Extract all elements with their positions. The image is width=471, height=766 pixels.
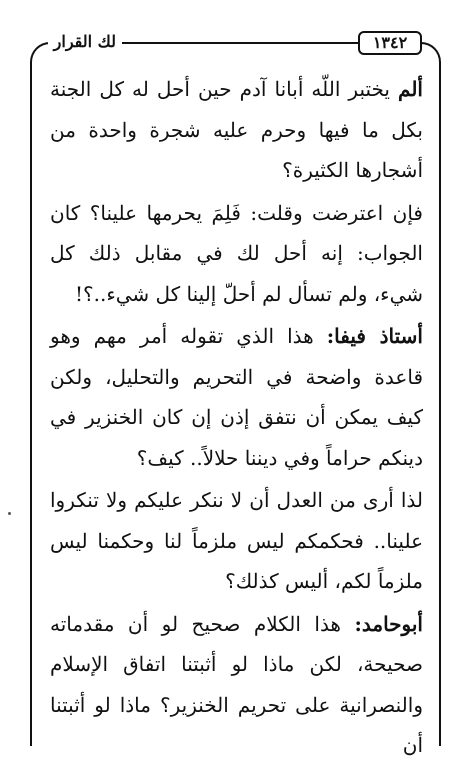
paragraph-2 (50, 193, 423, 315)
paragraph-5 (50, 604, 423, 766)
scan-speck (8, 512, 11, 515)
page-number: ١٣٤٢ (358, 31, 422, 55)
paragraph-text: لذا أرى من العدل أن لا ننكر عليكم ولا تنكروا علينا.. فحكمكم ليس ملزماً لنا وحكمنا ليس ملزماً لكم، أليس كذلك؟ (50, 488, 423, 593)
paragraph-3 (50, 316, 423, 478)
paragraph-text: يختبر اللّه أبانا آدم حين أحل له كل الجنة بكل ما فيها وحرم عليه شجرة واحدة من أشجارها الكثيرة؟ (50, 77, 423, 182)
paragraph-1 (50, 69, 423, 191)
speaker-label: أستاذ فيفا: (326, 324, 423, 348)
paragraph-text: فإن اعترضت وقلت: فَلِمَ يحرمها علينا؟ كان الجواب: إنه أحل لك في مقابل ذلك كل شيء، ولم تسأل لم أحلّ إلينا كل شيء..؟! (50, 200, 423, 306)
page-body (50, 69, 423, 766)
paragraph-text: هذا الذي تقوله أمر مهم وهو قاعدة واضحة في التحريم والتحليل، ولكن كيف يمكن أن نتفق إذن إن كان الخنزير في دينكم حراماً وفي ديننا حلالاً.. كيف؟ (50, 324, 423, 470)
paragraph-text: هذا الكلام صحيح لو أن مقدماته صحيحة، لكن ماذا لو أثبتنا اتفاق الإسلام والنصرانية على تحريم الخنزير؟ ماذا لو أثبتنا أن (50, 611, 423, 757)
speaker-label: أبوحامد: (354, 611, 423, 636)
running-header-title: لك القرار (48, 26, 122, 58)
speaker-label: ألم (398, 77, 423, 101)
paragraph-4 (50, 480, 423, 602)
